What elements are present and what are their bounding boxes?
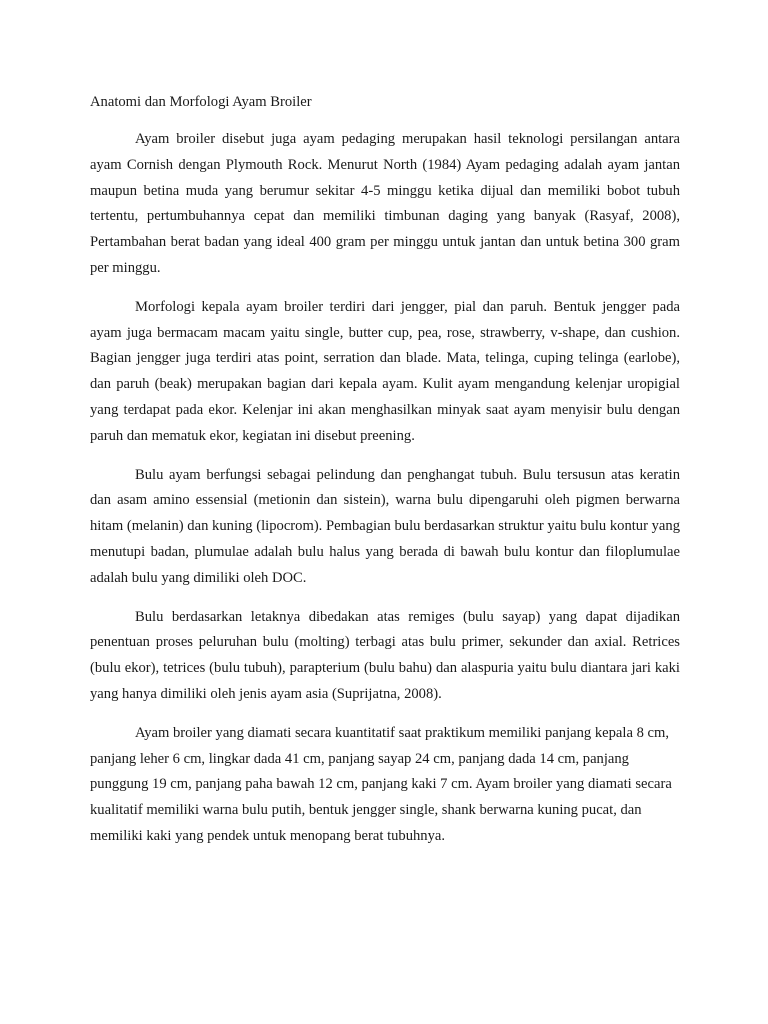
paragraph-feather-location: Bulu berdasarkan letaknya dibedakan atas remiges (bulu sayap) yang dapat dijadikan penentuan proses peluruhan bulu (molting) terbagi atas bulu primer, sekunder dan axial. Retrices (bulu ekor), tetrices (bulu tubuh), parapterium (bulu bahu) dan alaspuria yaitu bulu diantara jari kaki yang hanya dimiliki oleh jenis ayam asia (Suprijatna, 2008). bbox=[90, 608, 680, 702]
paragraph-head-morphology: Morfologi kepala ayam broiler terdiri dari jengger, pial dan paruh. Bentuk jengger pada ayam juga bermacam macam yaitu single, butter cup, pea, rose, strawberry, v-shape, dan cushion. Bagian jengger juga terdiri atas point, serration dan blade. Mata, telinga, cuping telinga (earlobe), dan paruh (beak) merupakan bagian dari kepala ayam. Kulit ayam mengandung kelenjar uropigial yang terdapat pada ekor. Kelenjar ini akan menghasilkan minyak saat ayam menyisir bulu dengan paruh dan mematuk ekor, kegiatan ini disebut preening. bbox=[90, 298, 680, 444]
paragraph-broiler-definition: Ayam broiler disebut juga ayam pedaging merupakan hasil teknologi persilangan antara ayam Cornish dengan Plymouth Rock. Menurut North (1984) Ayam pedaging adalah ayam jantan maupun betina muda yang berumur sekitar 4-5 minggu ketika dijual dan memiliki bobot tubuh tertentu, pertumbuhannya cepat dan memiliki timbunan daging yang banyak (Rasyaf, 2008), Pertambahan berat badan yang ideal 400 gram per minggu untuk jantan dan untuk betina 300 gram per minggu. bbox=[90, 131, 680, 276]
paragraph-feather-function: Bulu ayam berfungsi sebagai pelindung dan penghangat tubuh. Bulu tersusun atas keratin dan asam amino essensial (metionin dan sistein), warna bulu dipengaruhi oleh pigmen berwarna hitam (melanin) dan kuning (lipocrom). Pembagian bulu berdasarkan struktur yaitu bulu kontur yang menutupi badan, plumulae adalah bulu halus yang berada di bawah bulu kontur dan filoplumulae adalah bulu yang dimiliki oleh DOC. bbox=[90, 466, 680, 586]
document-body bbox=[90, 93, 680, 863]
document-title: Anatomi dan Morfologi Ayam Broiler bbox=[90, 94, 312, 110]
paragraph-observation-results: Ayam broiler yang diamati secara kuantitatif saat praktikum memiliki panjang kepala 8 cm, panjang leher 6 cm, lingkar dada 41 cm, panjang sayap 24 cm, panjang dada 14 cm, panjang punggung 19 cm, panjang paha bawah 12 cm, panjang kaki 7 cm. Ayam broiler yang diamati secara kualitatif memiliki warna bulu putih, bentuk jengger single, shank berwarna kuning pucat, dan memiliki kaki yang pendek untuk menopang berat tubuhnya. bbox=[90, 724, 672, 844]
